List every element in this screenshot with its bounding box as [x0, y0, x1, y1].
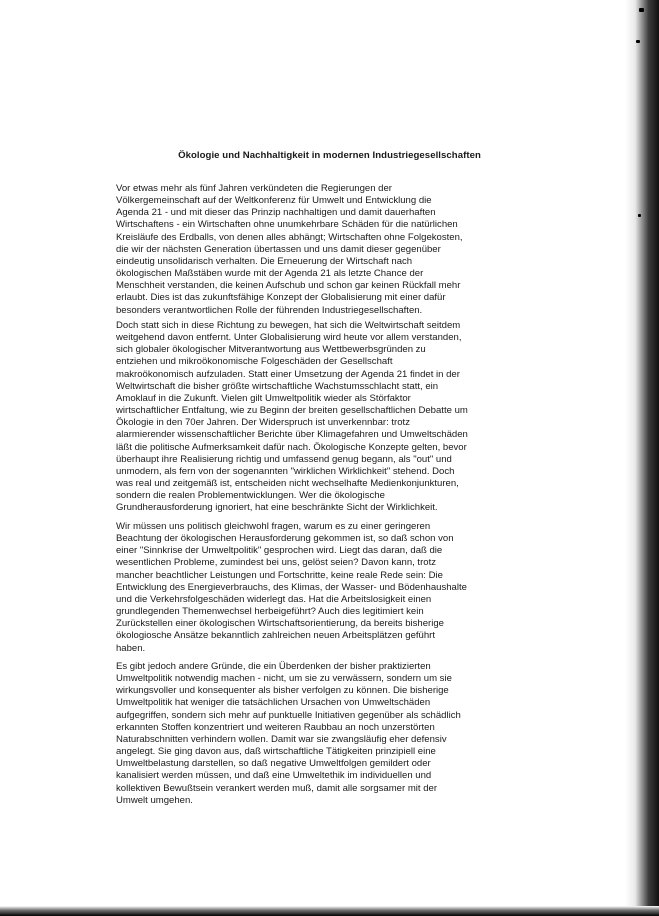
text-line: Umweltpolitik hat weniger die tatsächlichen Ursachen von Umweltschäden: [116, 697, 431, 709]
text-line: makroökonomisch aufzuladen. Statt einer Umsetzung der Agenda 21 findet in der: [116, 368, 460, 380]
text-line: kollektiven Bewußtsein verankert werden muß, damit alle sorgsamer mit der: [116, 782, 438, 794]
text-line: Umweltbelastung darstellen, so daß negative Umweltfolgen gemildert oder: [116, 758, 431, 770]
text-line: kanalisiert werden müssen, und daß eine Umweltethik im individuellen und: [116, 770, 432, 782]
text-line: Naturabschnitten verhindern wollen. Damit war sie zwangsläufig eher defensiv: [116, 733, 447, 745]
text-line: läßt die politische Aufmerksamkeit dafür nach. Ökologische Konzepte gelten, bevor: [116, 441, 467, 453]
text-line: Weltwirtschaft die bisher größte wirtschaftliche Wachstumsschlacht statt, ein: [116, 380, 439, 392]
scan-speck: [636, 40, 640, 43]
paragraph-4: [116, 661, 536, 807]
paragraph-1: [116, 183, 536, 317]
text-line: Völkergemeinschaft auf der Weltkonferenz für Umwelt und Entwicklung die: [116, 195, 432, 207]
text-line: ökologischen Maßstäben wurde mit der Agenda 21 als letzte Chance der: [116, 268, 424, 280]
scan-edge-bottom: [0, 906, 659, 916]
text-line: entziehen und mikroökonomische Folgeschäden der Gesellschaft: [116, 356, 393, 368]
text-line: erkannten Stoffen konzentriert und weiteren Raubbau an noch unzerstörten: [116, 721, 435, 733]
text-line: Vor etwas mehr als fünf Jahren verkündeten die Regierungen der: [116, 183, 392, 194]
text-line: weitgehend davon entfernt. Unter Globalisierung wird heute vor allem verstanden,: [116, 332, 462, 344]
text-line: Doch statt sich in diese Richtung zu bewegen, hat sich die Weltwirtschaft seitdem: [116, 320, 461, 331]
text-line: unmodern, als fern von der sogenannten "wirklichen Wirklichkeit" stehend. Doch: [116, 465, 455, 477]
scan-speck: [638, 214, 641, 217]
text-line: Entwicklung des Energieverbrauchs, des Klimas, der Wasser- und Bödenhaushalte: [116, 581, 467, 593]
text-line: eindeutig unsolidarisch verhalten. Die Erneuerung der Wirtschaft nach: [116, 255, 413, 267]
text-line: Wirtschaftens - ein Wirtschaften ohne unumkehrbare Schäden für die natürlichen: [116, 219, 458, 231]
text-line: erlaubt. Dies ist das zukunftsfähige Konzept der Globalisierung mit einer dafür: [116, 292, 446, 304]
text-line: ökologiosche Ansätze bekanntlich zahlreichen neuen Arbeitsplätzen geführt: [116, 630, 435, 642]
text-line: aufgegriffen, sondern sich mehr auf punktuelle Initiativen gegenüber als schädlich: [116, 709, 461, 721]
text-line: einer "Sinnkrise der Umweltpolitik" gesprochen wird. Liegt das daran, daß die: [116, 545, 443, 557]
text-line: was real und zeitgemäß ist, entscheiden nicht wechselhafte Medienkonjunkturen,: [116, 478, 459, 490]
text-line: Umwelt umgehen.: [116, 794, 193, 806]
text-line: die wir der nächsten Generation übertassen und uns damit dieser gegenüber: [116, 243, 441, 255]
text-line: besonders verantwortlichen Rolle der führenden Industriegesellschaften.: [116, 304, 423, 316]
document-title: Ökologie und Nachhaltigkeit in modernen Industriegesellschaften: [178, 150, 481, 161]
text-line: wirkungsvoller und konsequenter als bisher verfolgen zu können. Die bisherige: [116, 685, 449, 697]
text-line: Kreisläufe des Erdballs, von denen alles abhängt; Wirtschaften ohne Folgekosten,: [116, 231, 463, 243]
text-line: wirtschaftlicher Entfaltung, wie zu Beginn der breiten gesellschaftlichen Debatte um: [116, 405, 468, 417]
text-line: wesentlichen Probleme, zumindest bei uns, gelöst seien? Davon kann, trotz: [116, 557, 436, 569]
text-line: Agenda 21 - und mit dieser das Prinzip nachhaltigen und damit dauerhaften: [116, 207, 436, 219]
text-line: Umweltpolitik notwendig machen - nicht, um sie zu verwässern, sondern um sie: [116, 673, 452, 685]
text-line: alarmierender wissenschaftlicher Berichte über Klimagefahren und Umweltschäden: [116, 429, 468, 441]
text-line: angelegt. Sie ging davon aus, daß wirtschaftliche Tätigkeiten prinzipiell eine: [116, 746, 436, 758]
text-line: überhaupt ihre Realisierung richtig und umfassend genug begann, als "out" und: [116, 453, 452, 465]
text-line: Ökologie in den 70er Jahren. Der Widerspruch ist unverkennbar: trotz: [116, 417, 410, 429]
paragraph-3: [116, 521, 536, 655]
scan-edge-shadow: [625, 0, 659, 916]
paragraph-2: [116, 320, 536, 515]
text-line: Amoklauf in die Zukunft. Vielen gilt Umweltpolitik wieder als Störfaktor: [116, 392, 411, 404]
text-line: sondern die realen Problementwicklungen. Wer die ökologische: [116, 490, 385, 502]
text-line: mancher beachtlicher Leistungen und Fortschritte, keine reale Rede sein: Die: [116, 569, 443, 581]
text-line: und die Verkehrsfolgeschäden widerlegt das. Hat die Arbeitslosigkeit einen: [116, 593, 432, 605]
text-line: Wir müssen uns politisch gleichwohl fragen, warum es zu einer geringeren: [116, 521, 431, 532]
text-line: Grundherausforderung ignoriert, hat eine beschränkte Sicht der Wirklichkeit.: [116, 502, 438, 514]
text-line: sich globaler ökologischer Mitverantwortung aus Wettbewerbsgründen zu: [116, 344, 426, 356]
text-line: Beachtung der ökologischen Herausforderung gekommen ist, so daß schon von: [116, 533, 454, 545]
text-line: Es gibt jedoch andere Gründe, die ein Überdenken der bisher praktizierten: [116, 661, 431, 672]
scan-speck: [639, 8, 644, 12]
text-line: Menschheit verstanden, die keinen Aufschub und schon gar keinen Rückfall mehr: [116, 280, 461, 292]
text-line: Zurückstellen einer ökologischen Wirtschaftsorientierung, da bereits bisherige: [116, 618, 444, 630]
text-line: grundlegenden Themenwechsel herbeigeführt? Auch dies legitimiert kein: [116, 606, 424, 618]
text-line: haben.: [116, 642, 146, 654]
